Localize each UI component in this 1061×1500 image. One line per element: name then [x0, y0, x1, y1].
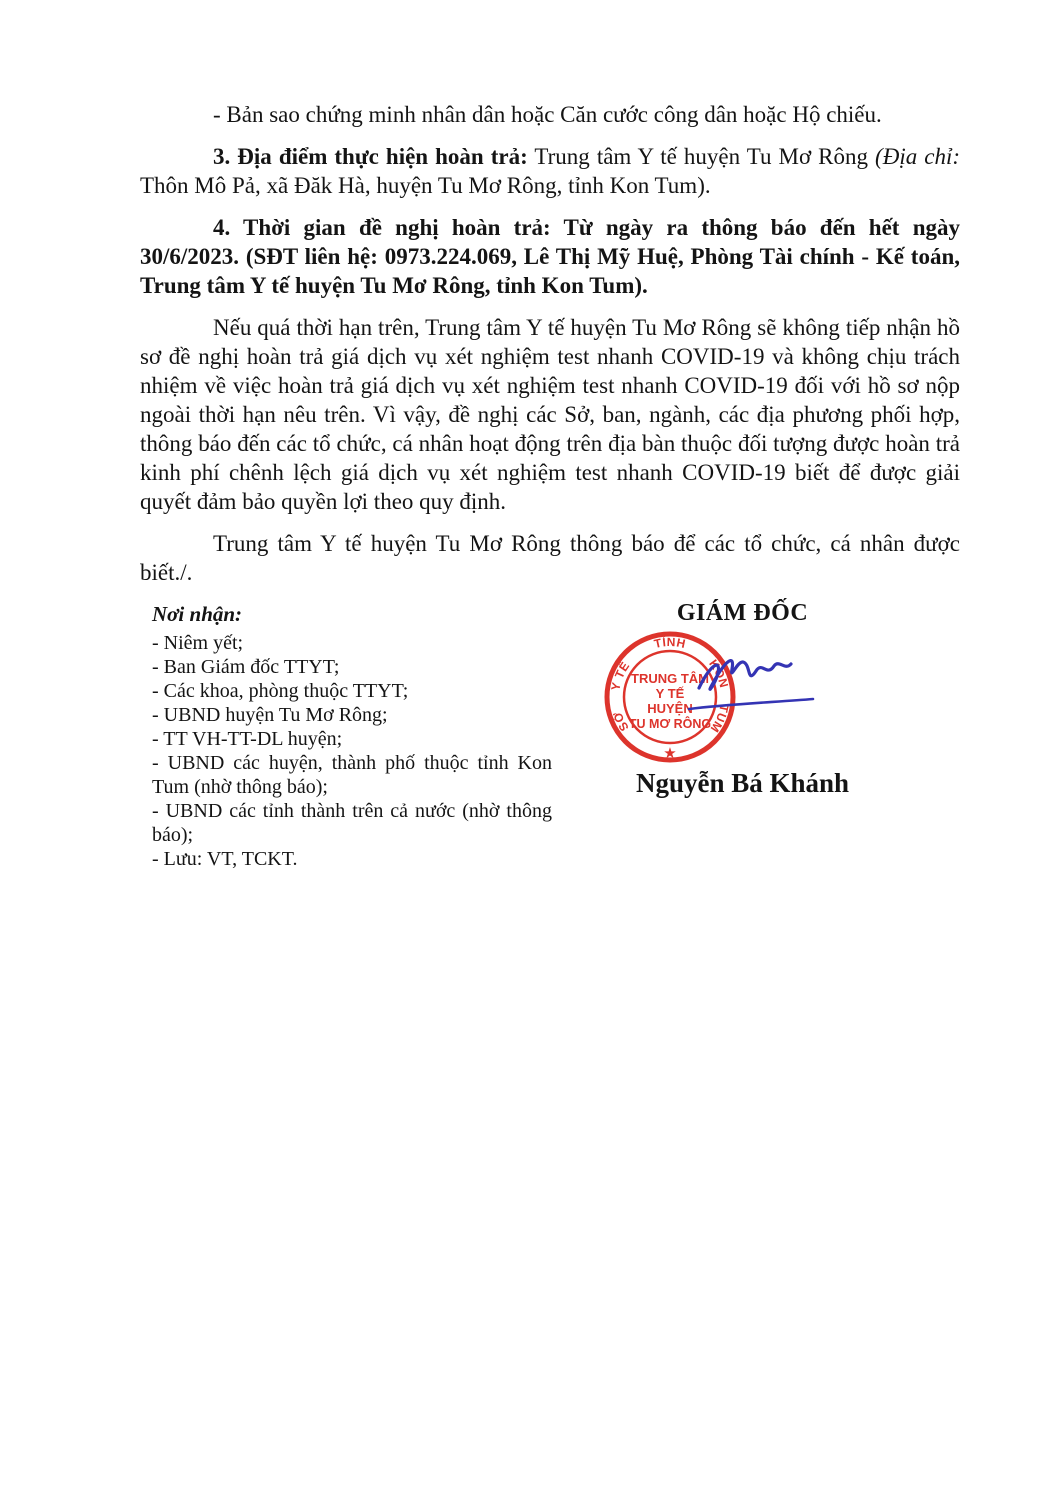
section-3-text: Trung tâm Y tế huyện Tu Mơ Rông [527, 144, 876, 169]
stamp-center-line: TRUNG TÂM [631, 671, 709, 686]
signer-name: Nguyễn Bá Khánh [635, 768, 850, 798]
paragraph-deadline-note: Nếu quá thời hạn trên, Trung tâm Y tế huyện Tu Mơ Rông sẽ không tiếp nhận hồ sơ đề nghị hoàn trả giá dịch vụ xét nghiệm test nhanh COVID-19 và không chịu trách nhiệm về việc hoàn trả giá dịch vụ xét nghiệm test nhanh COVID-19 đối với hồ sơ nộp ngoài thời hạn nêu trên. Vì vậy, đề nghị các Sở, ban, ngành, các địa phương phối hợp, thông báo đến các tổ chức, cá nhân hoạt động trên địa bàn thuộc đối tượng được hoàn trả kinh phí chênh lệch giá dịch vụ xét nghiệm test nhanh COVID-19 biết để được giải quyết đảm bảo quyền lợi theo quy định. [140, 315, 960, 514]
recipient-item: - Niêm yết; [152, 632, 244, 654]
recipient-item: - UBND huyện Tu Mơ Rông; [152, 704, 388, 726]
stamp-ring-text: SỞ [610, 709, 632, 734]
star-icon: ★ [663, 745, 677, 762]
paragraph-closing: Trung tâm Y tế huyện Tu Mơ Rông thông báo để các tổ chức, cá nhân được biết./. [140, 531, 960, 585]
signature-flourish [699, 661, 791, 690]
stamp-ring-text: TỈNH [652, 634, 688, 652]
recipient-item: - Ban Giám đốc TTYT; [152, 656, 340, 678]
section-3-label: 3. Địa điểm thực hiện hoàn trả: [213, 144, 528, 169]
section-4-deadline: 4. Thời gian đề nghị hoàn trả: Từ ngày ra thông báo đến hết ngày 30/6/2023. (SĐT liên hệ: 0973.224.069, Lê Thị Mỹ Huệ, Phòng Tài chính - Kế toán, Trung tâm Y tế huyện Tu Mơ Rông, tỉnh Kon Tum). [140, 215, 960, 298]
section-3-address-label: (Địa chỉ: [875, 144, 960, 169]
signature-ink-icon [683, 633, 818, 721]
section-3-location [140, 142, 960, 200]
stamp-center-line: Y TẾ [655, 686, 685, 701]
recipient-item: - Lưu: VT, TCKT. [152, 848, 298, 870]
document-body [140, 100, 960, 900]
paragraph-copy-id: - Bản sao chứng minh nhân dân hoặc Căn cước công dân hoặc Hộ chiếu. [213, 102, 882, 127]
document-footer [140, 600, 960, 900]
recipient-item: - Các khoa, phòng thuộc TTYT; [152, 680, 409, 702]
signature-block [525, 600, 960, 880]
stamp-ring-text: TUM [707, 703, 732, 736]
recipients-list [152, 602, 552, 871]
stamp-ring-text: Y TẾ [608, 659, 633, 692]
recipient-item: - UBND các tỉnh thành trên cả nước (nhờ thông báo); [152, 800, 552, 846]
stamp-center-line: TU MƠ RÔNG [628, 717, 712, 731]
recipient-item: - UBND các huyện, thành phố thuộc tỉnh Kon Tum (nhờ thông báo); [152, 752, 552, 798]
signature-underline [689, 699, 813, 709]
section-3-address: Thôn Mô Pả, xã Đăk Hà, huyện Tu Mơ Rông, tỉnh Kon Tum). [140, 173, 711, 198]
recipient-item: - TT VH-TT-DL huyện; [152, 728, 343, 750]
stamp-center-line: HUYỆN [647, 701, 693, 716]
signature-title: GIÁM ĐỐC [676, 600, 809, 626]
stamp-ring-text: KON [706, 656, 732, 690]
recipients-heading: Nơi nhận: [152, 602, 243, 626]
